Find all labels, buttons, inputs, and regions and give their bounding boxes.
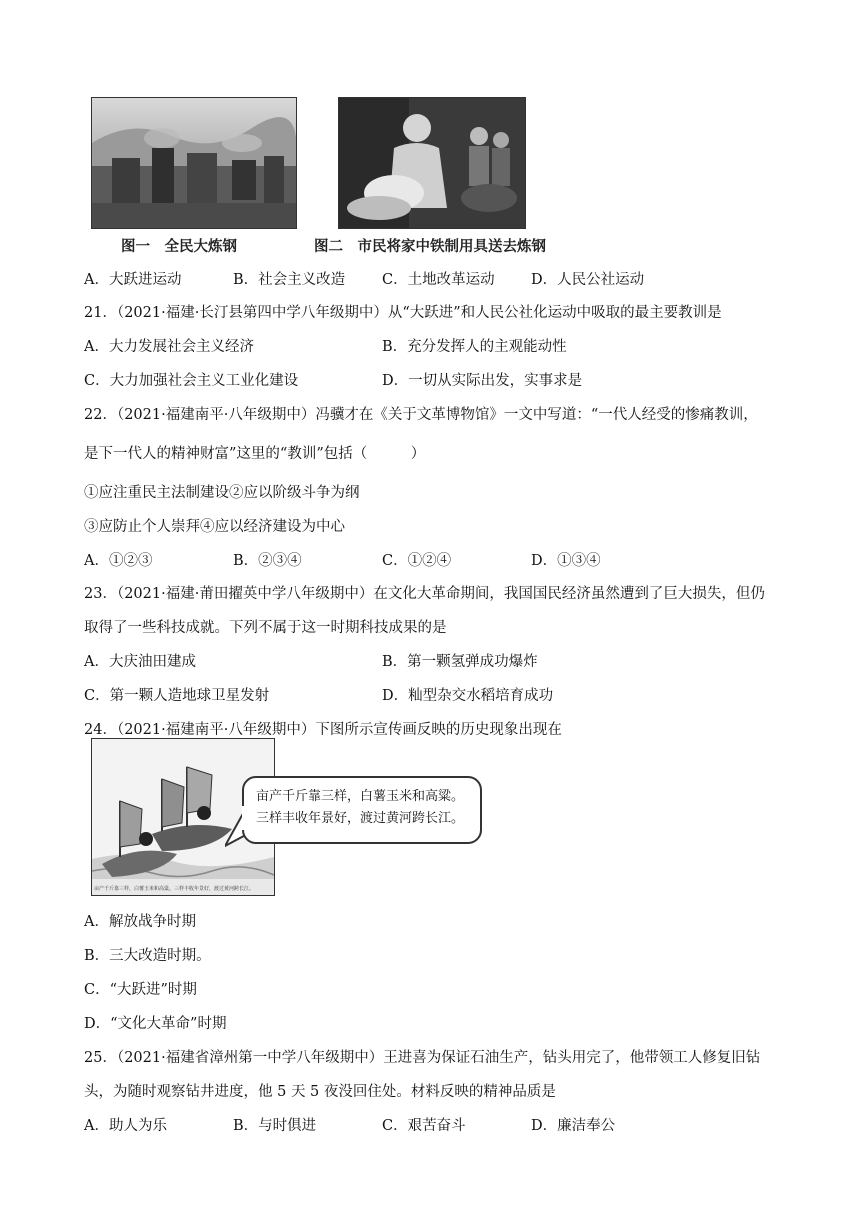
- q23-option-c: C．第一颗人造地球卫星发射: [84, 688, 270, 704]
- q22-option-b: B．②③④: [233, 553, 302, 569]
- q25-option-d: D．廉洁奉公: [531, 1118, 616, 1134]
- q25-option-b: B．与时俱进: [233, 1118, 317, 1134]
- q24-option-b: B．三大改造时期。: [84, 948, 211, 964]
- q24-option-a: A．解放战争时期: [84, 914, 196, 930]
- q25-option-a: A．助人为乐: [84, 1118, 167, 1134]
- figure-2-photo: [338, 97, 526, 229]
- svg-text:亩产千斤靠三样，白薯玉米和高粱。三样丰收年景好，渡过黄河跨长: 亩产千斤靠三样，白薯玉米和高粱。三样丰收年景好，渡过黄河跨长江。: [94, 886, 255, 892]
- q24-option-c: C．“大跃进”时期: [84, 982, 197, 998]
- q21-stem: 21．（2021·福建·长汀县第四中学八年级期中）从“大跃进”和人民公社化运动中吸取的最主要教训是: [84, 305, 722, 321]
- q20-option-b: B．社会主义改造: [233, 272, 346, 288]
- q25-stem-line-2: 头，为随时观察钻井进度，他 5 天 5 夜没回住处。材料反映的精神品质是: [84, 1084, 556, 1100]
- q22-option-d: D．①③④: [531, 553, 601, 569]
- q22-stem-line-1: 22．（2021·福建南平·八年级期中）冯骥才在《关于文革博物馆》一文中写道：“一代人经受的惨痛教训，: [84, 407, 758, 423]
- q23-stem-line-2: 取得了一些科技成就。下列不属于这一时期科技成果的是: [84, 620, 447, 636]
- q22-stem-line-2: 是下一代人的精神财富”这里的“教训”包括（ ）: [84, 446, 426, 462]
- q20-option-a: A．大跃进运动: [84, 272, 182, 288]
- q21-option-a: A．大力发展社会主义经济: [84, 339, 254, 355]
- q23-stem-line-1: 23．（2021·福建·莆田擢英中学八年级期中）在文化大革命期间，我国国民经济虽然遭到了巨大损失，但仍: [84, 586, 765, 602]
- q25-option-c: C．艰苦奋斗: [382, 1118, 466, 1134]
- figure-1-caption: 图一 全民大炼钢: [121, 239, 237, 255]
- q23-option-d: D．籼型杂交水稻培育成功: [382, 688, 554, 704]
- q20-option-d: D．人民公社运动: [531, 272, 645, 288]
- q20-option-c: C．土地改革运动: [382, 272, 495, 288]
- bubble-line-1: 亩产千斤靠三样，白薯玉米和高粱。: [256, 789, 465, 804]
- q24-stem: 24．（2021·福建南平·八年级期中）下图所示宣传画反映的历史现象出现在: [84, 722, 562, 738]
- q24-option-d: D．“文化大革命”时期: [84, 1016, 227, 1032]
- q22-option-c: C．①②④: [382, 553, 452, 569]
- q21-option-b: B．充分发挥人的主观能动性: [382, 339, 567, 355]
- figure-2-caption: 图二 市民将家中铁制用具送去炼钢: [314, 239, 546, 255]
- bubble-line-2: 三样丰收年景好，渡过黄河跨长江。: [256, 811, 465, 826]
- q25-stem-line-1: 25．（2021·福建省漳州第一中学八年级期中）王进喜为保证石油生产，钻头用完了，他带领工人修复旧钻: [84, 1050, 761, 1066]
- figure-1-photo: [91, 97, 297, 229]
- q23-option-a: A．大庆油田建成: [84, 654, 196, 670]
- q21-option-d: D．一切从实际出发，实事求是: [382, 373, 583, 389]
- q21-option-c: C．大力加强社会主义工业化建设: [84, 373, 299, 389]
- bubble-tail-cover: [238, 806, 250, 830]
- q23-option-b: B．第一颗氢弹成功爆炸: [382, 654, 538, 670]
- q22-item-line-1: ①应注重民主法制建设②应以阶级斗争为纲: [84, 485, 360, 501]
- q22-item-line-2: ③应防止个人崇拜④应以经济建设为中心: [84, 519, 345, 535]
- q22-option-a: A．①②③: [84, 553, 153, 569]
